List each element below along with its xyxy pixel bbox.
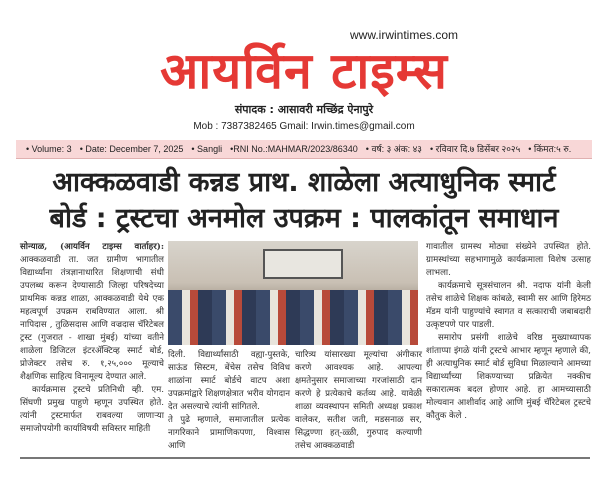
contact-line: Mob : 7387382465 Gmail: Irwin.times@gmail.com <box>193 121 415 132</box>
headline-line-2: बोर्ड : ट्रस्टचा अनमोल उपक्रम : पालकांतून समाधान <box>49 203 559 234</box>
people-group <box>168 290 418 345</box>
paragraph: कार्यक्रमास ट्रस्टचे प्रतिनिधी व्ही. एम. सिंघणी प्रमुख पाहुणे म्हणून उपस्थित होते. त्यांनी ट्रस्टमार्फत राबवल्या जाणाऱ्या समाजोपयोगी कार्याविषयी सविस्तर माहिती <box>20 385 164 434</box>
dateline: सोन्याळ, (आयर्विन टाइम्स वार्ताहर): <box>20 242 164 252</box>
article-middle <box>168 241 422 453</box>
article-column-1 <box>20 241 164 436</box>
volume: • Volume: 3 <box>26 144 72 154</box>
paragraph: कार्यक्रमाचे सूत्रसंचालन श्री. नदाफ यांनी केली तसेच शाळेचे शिक्षक कांबळे, स्वामी सर आणि हिरेमठ मॅडम यांनी पाहुण्यांचे स्वागत व सत्काराची जबाबदारी उत्कृष्टपणे पार पाडली. <box>426 281 591 330</box>
rni-number: •RNI No.:MAHMAR/2023/86340 <box>230 144 358 154</box>
info-bar <box>16 140 592 159</box>
paragraph: समारोप प्रसंगी शाळेचे वरिष्ठ मुख्याध्यापक शांताप्पा इंगळे यांनी ट्रस्टचे आभार म्हणून म्हणाले की, ही अत्याधुनिक स्मार्ट बोर्ड सुविधा मिळाल्याने आमच्या विद्यार्थ्यांच्या शिकण्याच्या प्रक्रियेत नक्कीच सकारात्मक बदल होणार आहे. हा आमच्यासाठी मोल्यवान आशीर्वाद आहे आणि मुंबई चॅरिटेबल ट्रस्टचे कौतुक केले . <box>426 333 591 421</box>
city: • Sangli <box>191 144 223 154</box>
article-subcolumns <box>168 349 422 453</box>
website-url: www.irwintimes.com <box>350 28 459 42</box>
paragraph: दिली. विद्यार्थ्यांसाठी वह्या-पुस्तके, साऊंड सिस्टम, बेंचेस तसेच विविध शाळांना स्मार्ट बोर्डचे वाटप अशा उपक्रमांद्वारे शिक्षणक्षेत्रात भरीव योगदान देत असल्याचे त्यांनी सांगितले. <box>168 350 290 412</box>
newspaper-logo-title: आयर्विन टाइम्स <box>160 42 448 100</box>
event-photo <box>168 241 418 345</box>
date: • Date: December 7, 2025 <box>79 144 184 154</box>
article-column-4 <box>426 241 591 423</box>
marathi-date: • रविवार दि.७ डिसेंबर २०२५ <box>430 144 521 154</box>
masthead <box>0 0 608 159</box>
divider <box>20 457 590 459</box>
paragraph: आक्कळवाडी ता. जत ग्रामीण भागातील विद्यार्थ्यांना तंत्रज्ञानाधारित शिक्षणाची संधी उपलब्ध करून देण्यासाठी जिल्हा परिषदेच्या प्राथमिक कन्नड शाळा, आक्कळवाडी येथे एक महत्वपूर्ण उपक्रम राबविण्यात आला. श्री नापिदास , तुळिसदास आणि वज्रदास चॅरिटेबल ट्रस्ट (गुजरात - शाखा मुंबई) यांच्या वतीने शाळेला डिजिटल इंटरॲक्टिव्ह स्मार्ट बोर्ड, प्रोजेक्टर तसेच रु. १,२५,००० मूल्याचे शैक्षणिक साहित्य विनामूल्य देण्यात आले. <box>20 255 164 382</box>
editor-line: संपादक : आसावरी मच्छिंद्र ऐनापुरे <box>234 103 374 116</box>
article-body <box>0 237 608 453</box>
paragraph: चारित्र्य यांसारख्या मूल्यांचा अंगीकार करणे आवश्यक आहे. आपल्या क्षमतेनुसार समाजाच्या गरजांसाठी दान करणे हे प्रत्येकाचे कर्तव्य आहे. यावेळी शाळा व्यवस्थापन समिती अध्यक्ष प्रकाश वालेकर, सतीश जती, मडसनाळ सर, सिद्धण्णा हत्-ळ्ळी, गुरुपाद कल्याणी तसेच आक्कळवाडी <box>295 350 422 451</box>
paragraph: गावातील ग्रामस्थ मोठ्या संख्येने उपस्थित होते. ग्रामस्थांच्या सहभागामुळे कार्यक्रमाला विशेष उत्साह लाभला. <box>426 242 591 278</box>
paragraph: ते पुढे म्हणाले, समाजातील प्रत्येक नागरिकाने प्रामाणिकपणा, विश्वास आणि <box>168 415 290 451</box>
article-column-2 <box>168 349 290 453</box>
year-issue: • वर्ष: ३ अंक: ४३ <box>365 144 422 154</box>
headline-line-1: आक्कळवाडी कन्नड प्राथ. शाळेला अत्याधुनिक स्मार्ट <box>52 167 556 198</box>
price: • किंमत:५ रु. <box>528 144 572 154</box>
smart-board <box>263 249 343 279</box>
article-column-3 <box>295 349 422 453</box>
